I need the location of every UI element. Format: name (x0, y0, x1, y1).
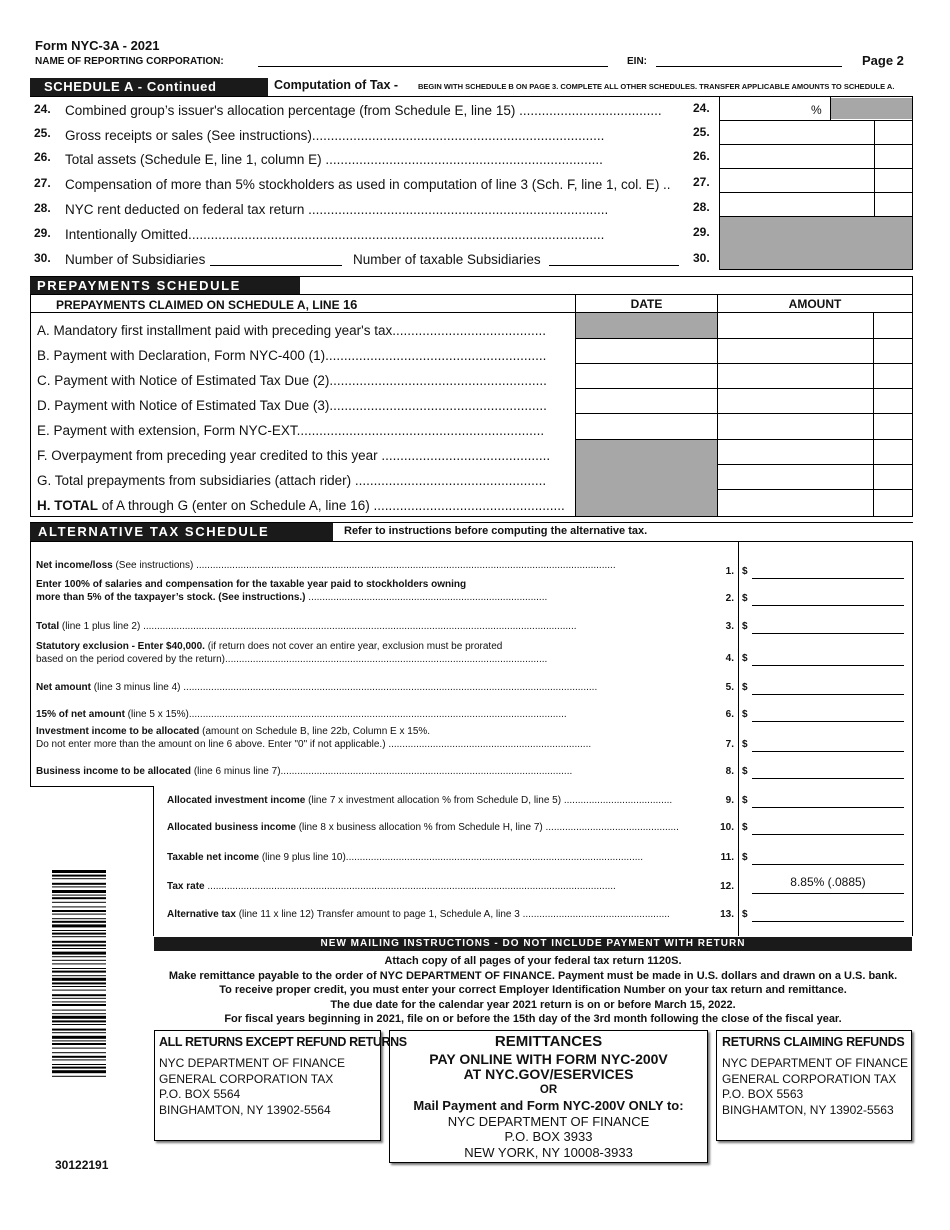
barcode-bar (52, 1016, 106, 1019)
amount-header: AMOUNT (788, 297, 842, 311)
alt-line-12-input[interactable] (752, 893, 904, 894)
barcode-bar (52, 897, 106, 899)
box-refunds: RETURNS CLAIMING REFUNDS NYC DEPARTMENT OF FINANCE GENERAL CORPORATION TAX P.O. BOX 5563 BINGHAMTON, NY 13902-5563 (716, 1030, 912, 1141)
subsidiaries-input[interactable] (210, 265, 342, 266)
form-code: 30122191 (55, 1158, 109, 1172)
computation-title: Computation of Tax - (274, 78, 399, 92)
barcode-bar (52, 998, 106, 999)
barcode-bar (52, 952, 106, 955)
prepayment-row-h: H. TOTAL of A through G (enter on Schedule A, line 16) ................................................... (37, 498, 565, 513)
date-input-e[interactable] (576, 414, 717, 438)
barcode-bar (52, 890, 106, 893)
barcode-bar (52, 956, 106, 957)
computation-header (268, 78, 912, 96)
alt-line-10-input[interactable] (752, 834, 904, 835)
barcode-bar (52, 910, 106, 912)
prepayments-bar: PREPAYMENTS SCHEDULE (30, 277, 300, 294)
mailing-bar: NEW MAILING INSTRUCTIONS - DO NOT INCLUDE PAYMENT WITH RETURN (154, 937, 912, 951)
amount-input-a[interactable] (718, 313, 873, 338)
box-remittances: REMITTANCES PAY ONLINE WITH FORM NYC-200V AT NYC.GOV/ESERVICES OR Mail Payment and Form NYC-200V ONLY to: NYC DEPARTMENT OF FINANCE P.O. BOX 3933 NEW YORK, NY 10008-3933 (389, 1030, 708, 1163)
alt-line-2-input[interactable] (752, 605, 904, 606)
alt-line-9-input[interactable] (752, 807, 904, 808)
prepayment-row-f: F. Overpayment from preceding year credited to this year ............................................. (37, 448, 551, 463)
amount-input-h[interactable] (718, 490, 873, 516)
date-input-c[interactable] (576, 364, 717, 388)
barcode-bar (52, 963, 106, 964)
barcode-bar (52, 918, 106, 919)
barcode-bar (52, 883, 106, 885)
barcode-bar (52, 1010, 106, 1011)
barcode-bar (52, 994, 106, 996)
barcode-bar (52, 924, 106, 927)
barcode-bar (52, 1029, 106, 1031)
barcode-bar (52, 933, 106, 935)
percent-sign: % (811, 103, 822, 117)
barcode-bar (52, 986, 106, 987)
barcode-bar (52, 948, 106, 949)
prepayment-row-d: D. Payment with Notice of Estimated Tax Due (3).......................................................... (37, 398, 547, 413)
alt-line-4-input[interactable] (752, 665, 904, 666)
barcode-bar (52, 878, 106, 879)
alt-line-3-input[interactable] (752, 633, 904, 634)
prepayment-row-c: C. Payment with Notice of Estimated Tax Due (2).......................................................... (37, 373, 547, 388)
taxable-subsidiaries-input[interactable] (549, 265, 679, 266)
line-26-input[interactable] (720, 145, 874, 167)
prepayment-row-g: G. Total prepayments from subsidiaries (attach rider) ................................................... (37, 473, 547, 488)
barcode-bar (52, 886, 106, 887)
barcode-bar (52, 968, 106, 969)
alt-tax-note: Refer to instructions before computing the alternative tax. (344, 525, 648, 537)
barcode-bar (52, 870, 106, 873)
barcode-bar (52, 1032, 106, 1033)
alt-line-8-input[interactable] (752, 778, 904, 779)
barcode-bar (52, 921, 106, 923)
alt-line-5-input[interactable] (752, 694, 904, 695)
name-input[interactable] (258, 66, 608, 67)
form-title: Form NYC-3A - 2021 (35, 38, 160, 53)
barcode-bar (52, 941, 106, 943)
barcode-bar (52, 1043, 106, 1045)
barcode-bar (52, 1020, 106, 1022)
barcode-bar (52, 1064, 106, 1065)
name-label: NAME OF REPORTING CORPORATION: (35, 56, 224, 67)
barcode-bar (52, 1024, 106, 1025)
alt-tax-bar: ALTERNATIVE TAX SCHEDULE (30, 523, 333, 541)
page-label: Page 2 (862, 53, 904, 68)
line-28-input[interactable] (720, 193, 874, 215)
barcode-bar (52, 944, 106, 946)
alt-line-7-input[interactable] (752, 751, 904, 752)
ein-input[interactable] (656, 66, 842, 67)
barcode-bar (52, 936, 106, 937)
barcode-bar (52, 1052, 106, 1053)
alt-line-11-input[interactable] (752, 864, 904, 865)
barcode-bar (52, 1070, 106, 1073)
barcode-bar (52, 1013, 106, 1014)
prepayment-row-e: E. Payment with extension, Form NYC-EXT.................................................................. (37, 423, 545, 438)
barcode-bar (52, 982, 106, 984)
barcode-bar (52, 990, 106, 991)
barcode-bar (52, 1067, 106, 1069)
alt-line-1-input[interactable] (752, 578, 904, 579)
barcode-icon (52, 870, 106, 1080)
barcode-bar (52, 895, 106, 896)
barcode-bar (52, 906, 106, 907)
barcode-bar (52, 1004, 106, 1006)
line-25-input[interactable] (720, 121, 874, 143)
barcode-bar (52, 1036, 106, 1039)
prepayments-claimed-label: PREPAYMENTS CLAIMED ON SCHEDULE A, LINE 16 (56, 297, 358, 312)
barcode-bar (52, 930, 106, 931)
tax-rate-value: 8.85% (.0885) (790, 875, 866, 889)
alt-line-13-input[interactable] (752, 921, 904, 922)
barcode-bar (52, 1001, 106, 1002)
line-24-input[interactable] (720, 98, 829, 119)
barcode-bar (52, 1056, 106, 1058)
barcode-bar (52, 1059, 106, 1060)
computation-note: BEGIN WITH SCHEDULE B ON PAGE 3. COMPLETE ALL OTHER SCHEDULES. TRANSFER APPLICABLE AMOUNTS TO SCHEDULE A. (418, 82, 895, 91)
barcode-bar (52, 1040, 106, 1041)
schedule-a-bar: SCHEDULE A - Continued (30, 78, 268, 96)
date-input-d[interactable] (576, 389, 717, 413)
prepayment-row-b: B. Payment with Declaration, Form NYC-400 (1)........................................................... (37, 348, 547, 363)
alt-line-6-input[interactable] (752, 721, 904, 722)
barcode-bar (52, 971, 106, 973)
barcode-bar (52, 875, 106, 877)
ein-label: EIN: (627, 56, 647, 67)
barcode-bar (52, 902, 106, 903)
barcode-bar (52, 1048, 106, 1049)
date-input-b[interactable] (576, 339, 717, 363)
prepayment-row-a: A. Mandatory first installment paid with preceding year's tax......................................... (37, 323, 547, 338)
box-all-returns: ALL RETURNS EXCEPT REFUND RETURNS NYC DEPARTMENT OF FINANCE GENERAL CORPORATION TAX P.O. BOX 5564 BINGHAMTON, NY 13902-5564 (154, 1030, 381, 1141)
barcode-bar (52, 1076, 106, 1077)
barcode-bar (52, 914, 106, 915)
barcode-bar (52, 960, 106, 961)
line-27-input[interactable] (720, 169, 874, 191)
barcode-bar (52, 975, 106, 976)
barcode-bar (52, 978, 106, 981)
mailing-instructions: Attach copy of all pages of your federal tax return 1120S. Make remittance payable to the order of NYC DEPARTMENT OF FINANCE. Payment must be made in U.S. dollars and drawn on a U.S. bank. To receive proper credit, you must enter your correct Employer Identification Number on your tax return and remittance. The due date for the calendar year 2021 return is on or before March 15, 2022. For fiscal years beginning in 2021, file on or before the 15th day of the 3rd month following the close of the fiscal year. (168, 955, 898, 1025)
date-header: DATE (630, 297, 663, 311)
